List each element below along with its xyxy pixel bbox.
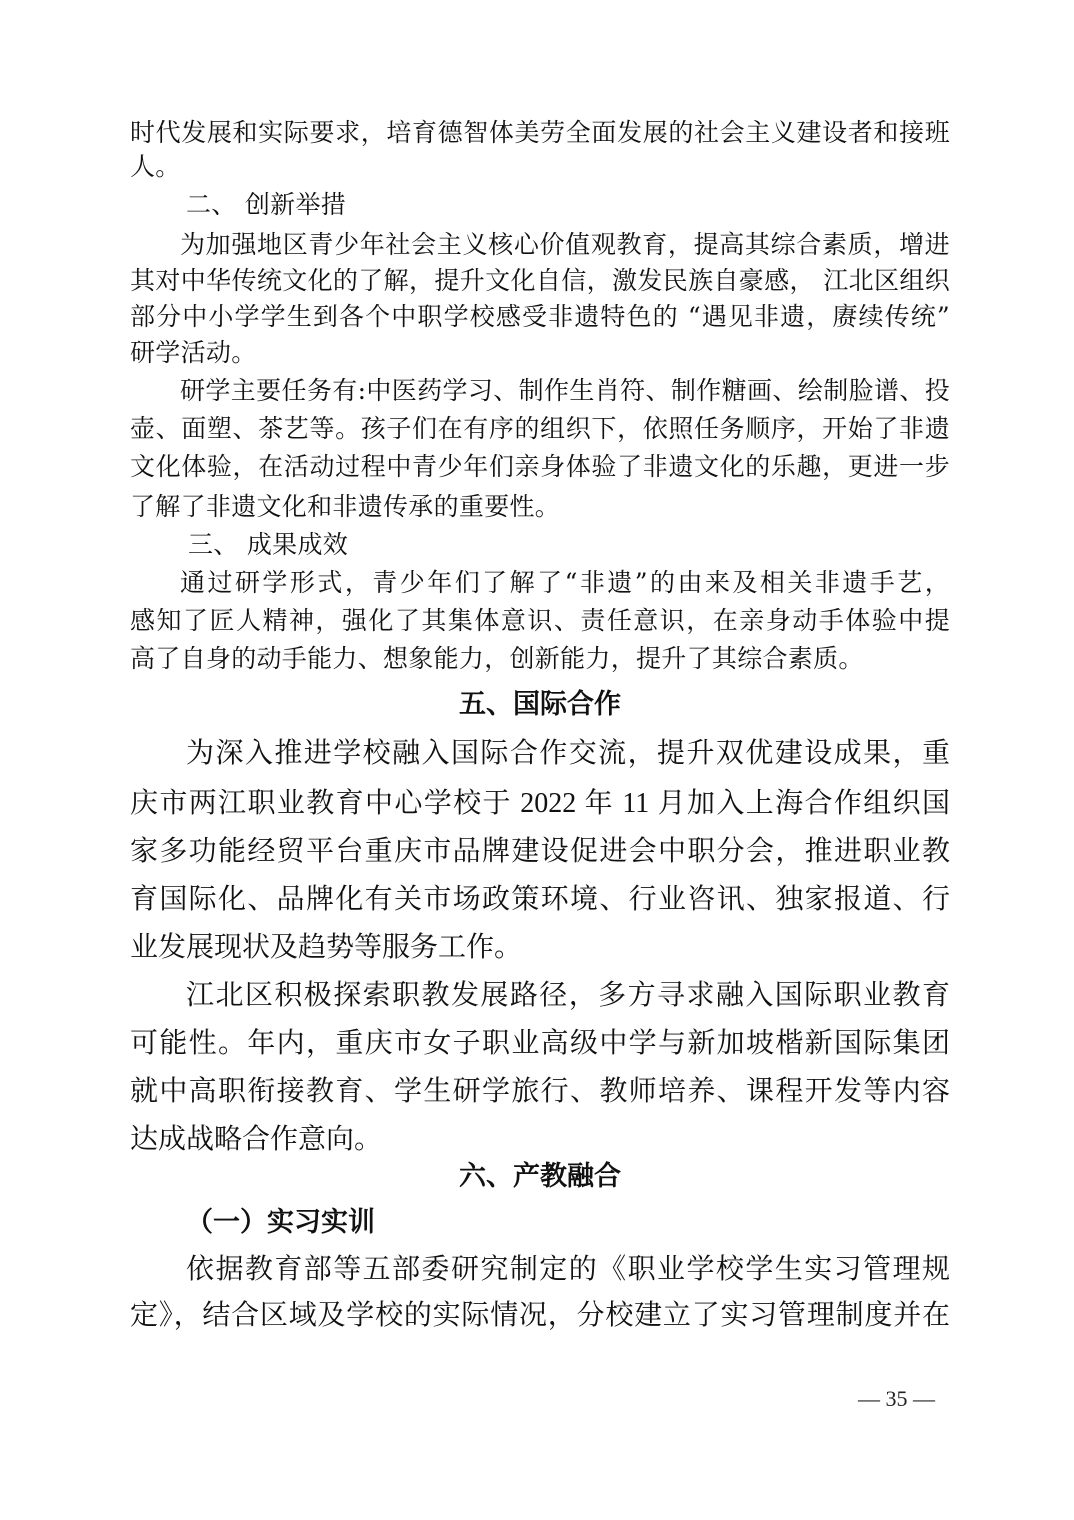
paragraph-line: 可能性。年内，重庆市女子职业高级中学与新加坡楷新国际集团 xyxy=(130,1028,950,1059)
paragraph-line: 了解了非遗文化和非遗传承的重要性。 xyxy=(130,492,561,521)
paragraph-line: 其对中华传统文化的了解，提升文化自信，激发民族自豪感， 江北区组织 xyxy=(130,266,950,295)
paragraph-line: 壶、面塑、茶艺等。孩子们在有序的组织下，依照任务顺序，开始了非遗 xyxy=(130,414,950,443)
section-title: 六、产教融合 xyxy=(459,1161,621,1192)
paragraph-line: 家多功能经贸平台重庆市品牌建设促进会中职分会，推进职业教 xyxy=(130,836,950,867)
paragraph-line: 庆市两江职业教育中心学校于 2022 年 11 月加入上海合作组织国 xyxy=(130,788,950,819)
paragraph-line: 研学活动。 xyxy=(130,338,257,367)
paragraph-line: 江北区积极探索职教发展路径，多方寻求融入国际职业教育 xyxy=(186,980,950,1011)
paragraph-line: 业发展现状及趋势等服务工作。 xyxy=(130,932,523,963)
section-title: 五、国际合作 xyxy=(459,689,621,720)
paragraph-line: 研学主要任务有:中医药学习、制作生肖符、制作糖画、绘制脸谱、投 xyxy=(180,376,950,405)
paragraph-line: 定》，结合区域及学校的实际情况，分校建立了实习管理制度并在 xyxy=(130,1300,950,1331)
paragraph-line: 就中高职衔接教育、学生研学旅行、教师培养、课程开发等内容 xyxy=(130,1076,950,1107)
paragraph-line: 人。 xyxy=(130,152,181,181)
paragraph-line: 为加强地区青少年社会主义核心价值观教育，提高其综合素质，增进 xyxy=(180,230,950,259)
paragraph-line: 育国际化、品牌化有关市场政策环境、行业咨讯、独家报道、行 xyxy=(130,884,950,915)
paragraph-line: 部分中小学学生到各个中职学校感受非遗特色的 “遇见非遗，赓续传统” xyxy=(130,302,950,331)
section-heading: 三、 成果成效 xyxy=(188,530,349,559)
section-heading: 二、 创新举措 xyxy=(186,190,347,219)
paragraph-line: 感知了匠人精神，强化了其集体意识、责任意识，在亲身动手体验中提 xyxy=(130,606,950,635)
paragraph-line: 通过研学形式，青少年们了解了“非遗”的由来及相关非遗手艺， xyxy=(180,568,950,597)
paragraph-line: 高了自身的动手能力、想象能力，创新能力，提升了其综合素质。 xyxy=(130,644,864,673)
paragraph-line: 达成战略合作意向。 xyxy=(130,1124,383,1155)
page-number: — 35 — xyxy=(858,1386,935,1411)
paragraph-line: 为深入推进学校融入国际合作交流，提升双优建设成果，重 xyxy=(186,738,950,769)
paragraph-line: 时代发展和实际要求，培育德智体美劳全面发展的社会主义建设者和接班 xyxy=(130,118,950,147)
paragraph-line: 文化体验，在活动过程中青少年们亲身体验了非遗文化的乐趣，更进一步 xyxy=(130,452,950,481)
paragraph-line: 依据教育部等五部委研究制定的《职业学校学生实习管理规 xyxy=(186,1254,950,1285)
subsection-title: （一）实习实训 xyxy=(186,1207,375,1238)
